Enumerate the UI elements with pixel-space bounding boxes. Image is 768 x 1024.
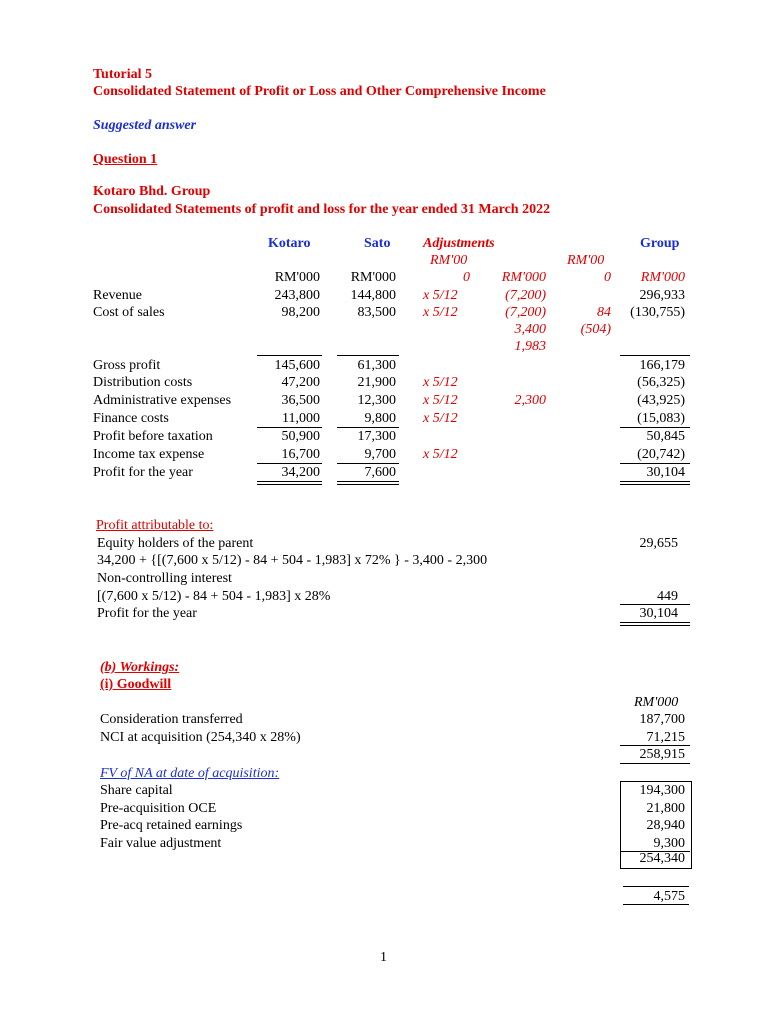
cell-kotaro: 47,200 (281, 375, 320, 390)
total-label: Profit for the year (97, 606, 197, 621)
row-label: Cost of sales (93, 305, 165, 320)
nci-acquisition-value: 71,215 (646, 730, 685, 745)
adj-unit-a-line1: RM'00 (430, 253, 468, 268)
cell-adjustment-extra: 84 (597, 305, 611, 320)
rule (620, 355, 690, 356)
attribution-heading: Profit attributable to: (96, 518, 214, 533)
share-capital-label: Share capital (100, 783, 173, 798)
cell-group: (56,325) (637, 375, 685, 390)
cell-group: 296,933 (639, 288, 685, 303)
workings-heading: (b) Workings: (100, 660, 180, 675)
cell-group: 50,845 (646, 429, 685, 444)
row-label: Gross profit (93, 358, 161, 373)
nci-acquisition-label: NCI at acquisition (254,340 x 28%) (100, 730, 301, 745)
pre-acq-re-label: Pre-acq retained earnings (100, 818, 243, 833)
cell-adjustment-rate: x 5/12 (423, 447, 458, 462)
nci-label: Non-controlling interest (97, 571, 232, 586)
cell-adjustment-rate: x 5/12 (423, 305, 458, 320)
pre-acq-oce-value: 21,800 (646, 801, 685, 816)
workings-unit: RM'000 (634, 695, 679, 710)
consideration-value: 187,700 (639, 712, 685, 727)
row-label: Revenue (93, 288, 142, 303)
cell-group: (20,742) (637, 447, 685, 462)
cell-adjustment-rate: x 5/12 (423, 375, 458, 390)
nci-formula: [(7,600 x 5/12) - 84 + 504 - 1,983] x 28% (97, 589, 331, 604)
cell-sato: 61,300 (357, 358, 396, 373)
adj-unit-a-line2: 0 (463, 270, 470, 285)
column-header-kotaro: Kotaro (268, 236, 311, 251)
unit-kotaro: RM'000 (274, 270, 320, 285)
cell-adjustment-rate: x 5/12 (423, 393, 458, 408)
column-header-adjustments: Adjustments (423, 236, 495, 251)
equity-holders-label: Equity holders of the parent (97, 536, 254, 551)
total-value: 30,104 (639, 606, 678, 621)
goodwill-heading: (i) Goodwill (100, 677, 172, 692)
cell-sato: 83,500 (357, 305, 396, 320)
rule (623, 886, 689, 887)
cell-kotaro: 243,800 (274, 288, 320, 303)
suggested-answer-label: Suggested answer (93, 118, 197, 133)
cell-adjustment-amount: 3,400 (514, 322, 546, 337)
column-header-group: Group (640, 236, 680, 251)
cell-adjustment-amount: 1,983 (514, 339, 546, 354)
tutorial-label: Tutorial 5 (93, 67, 152, 82)
consideration-label: Consideration transferred (100, 712, 243, 727)
double-rule (337, 481, 399, 485)
cell-sato: 21,900 (357, 375, 396, 390)
cell-sato: 12,300 (357, 393, 396, 408)
column-header-sato: Sato (364, 236, 391, 251)
cell-kotaro: 145,600 (274, 358, 320, 373)
cell-adjustment-amount: (7,200) (505, 305, 546, 320)
page-number: 1 (380, 950, 387, 965)
equity-holders-value: 29,655 (639, 536, 678, 551)
goodwill-subtotal: 258,915 (639, 747, 685, 762)
double-rule (257, 481, 322, 485)
cell-group: (130,755) (630, 305, 685, 320)
rule (623, 904, 689, 905)
row-label: Income tax expense (93, 447, 205, 462)
unit-group: RM'000 (640, 270, 685, 285)
fv-total: 254,340 (639, 851, 685, 866)
cell-kotaro: 16,700 (281, 447, 320, 462)
cell-adjustment-amount: (7,200) (505, 288, 546, 303)
nci-value: 449 (657, 589, 678, 604)
cell-kotaro: 34,200 (281, 465, 320, 480)
rule (257, 355, 322, 356)
fair-value-adj-value: 9,300 (653, 836, 685, 851)
cell-sato: 144,800 (350, 288, 396, 303)
row-label: Finance costs (93, 411, 169, 426)
goodwill-value: 4,575 (653, 889, 685, 904)
cell-kotaro: 50,900 (281, 429, 320, 444)
double-rule (620, 622, 690, 626)
double-rule (620, 481, 690, 485)
fair-value-adj-label: Fair value adjustment (100, 836, 222, 851)
cell-group: 30,104 (646, 465, 685, 480)
fv-heading: FV of NA at date of acquisition: (100, 766, 280, 781)
cell-sato: 7,600 (364, 465, 396, 480)
question-heading: Question 1 (93, 152, 158, 167)
cell-adjustment-extra: (504) (580, 322, 611, 337)
rule (337, 355, 399, 356)
cell-sato: 17,300 (357, 429, 396, 444)
statement-title: Consolidated Statements of profit and loss for the year ended 31 March 2022 (93, 202, 551, 217)
row-label: Profit for the year (93, 465, 193, 480)
cell-group: 166,179 (639, 358, 685, 373)
cell-group: (15,083) (637, 411, 685, 426)
adj-unit-c-line2: 0 (604, 270, 611, 285)
pre-acq-oce-label: Pre-acquisition OCE (100, 801, 217, 816)
row-label: Profit before taxation (93, 429, 213, 444)
share-capital-value: 194,300 (639, 783, 685, 798)
cell-sato: 9,700 (364, 447, 396, 462)
cell-sato: 9,800 (364, 411, 396, 426)
unit-sato: RM'000 (350, 270, 396, 285)
row-label: Administrative expenses (93, 393, 232, 408)
row-label: Distribution costs (93, 375, 193, 390)
equity-formula: 34,200 + {[(7,600 x 5/12) - 84 + 504 - 1,983] x 72% } - 3,400 - 2,300 (97, 553, 488, 568)
document-title: Consolidated Statement of Profit or Loss and Other Comprehensive Income (93, 84, 546, 99)
pre-acq-re-value: 28,940 (646, 818, 685, 833)
cell-adjustment-rate: x 5/12 (423, 288, 458, 303)
adj-unit-c-line1: RM'00 (567, 253, 605, 268)
cell-kotaro: 11,000 (282, 411, 320, 426)
cell-group: (43,925) (637, 393, 685, 408)
adj-unit-b: RM'000 (501, 270, 546, 285)
cell-kotaro: 98,200 (281, 305, 320, 320)
cell-kotaro: 36,500 (281, 393, 320, 408)
group-name: Kotaro Bhd. Group (93, 184, 211, 199)
rule (620, 763, 690, 764)
cell-adjustment-rate: x 5/12 (423, 411, 458, 426)
cell-adjustment-amount: 2,300 (514, 393, 546, 408)
